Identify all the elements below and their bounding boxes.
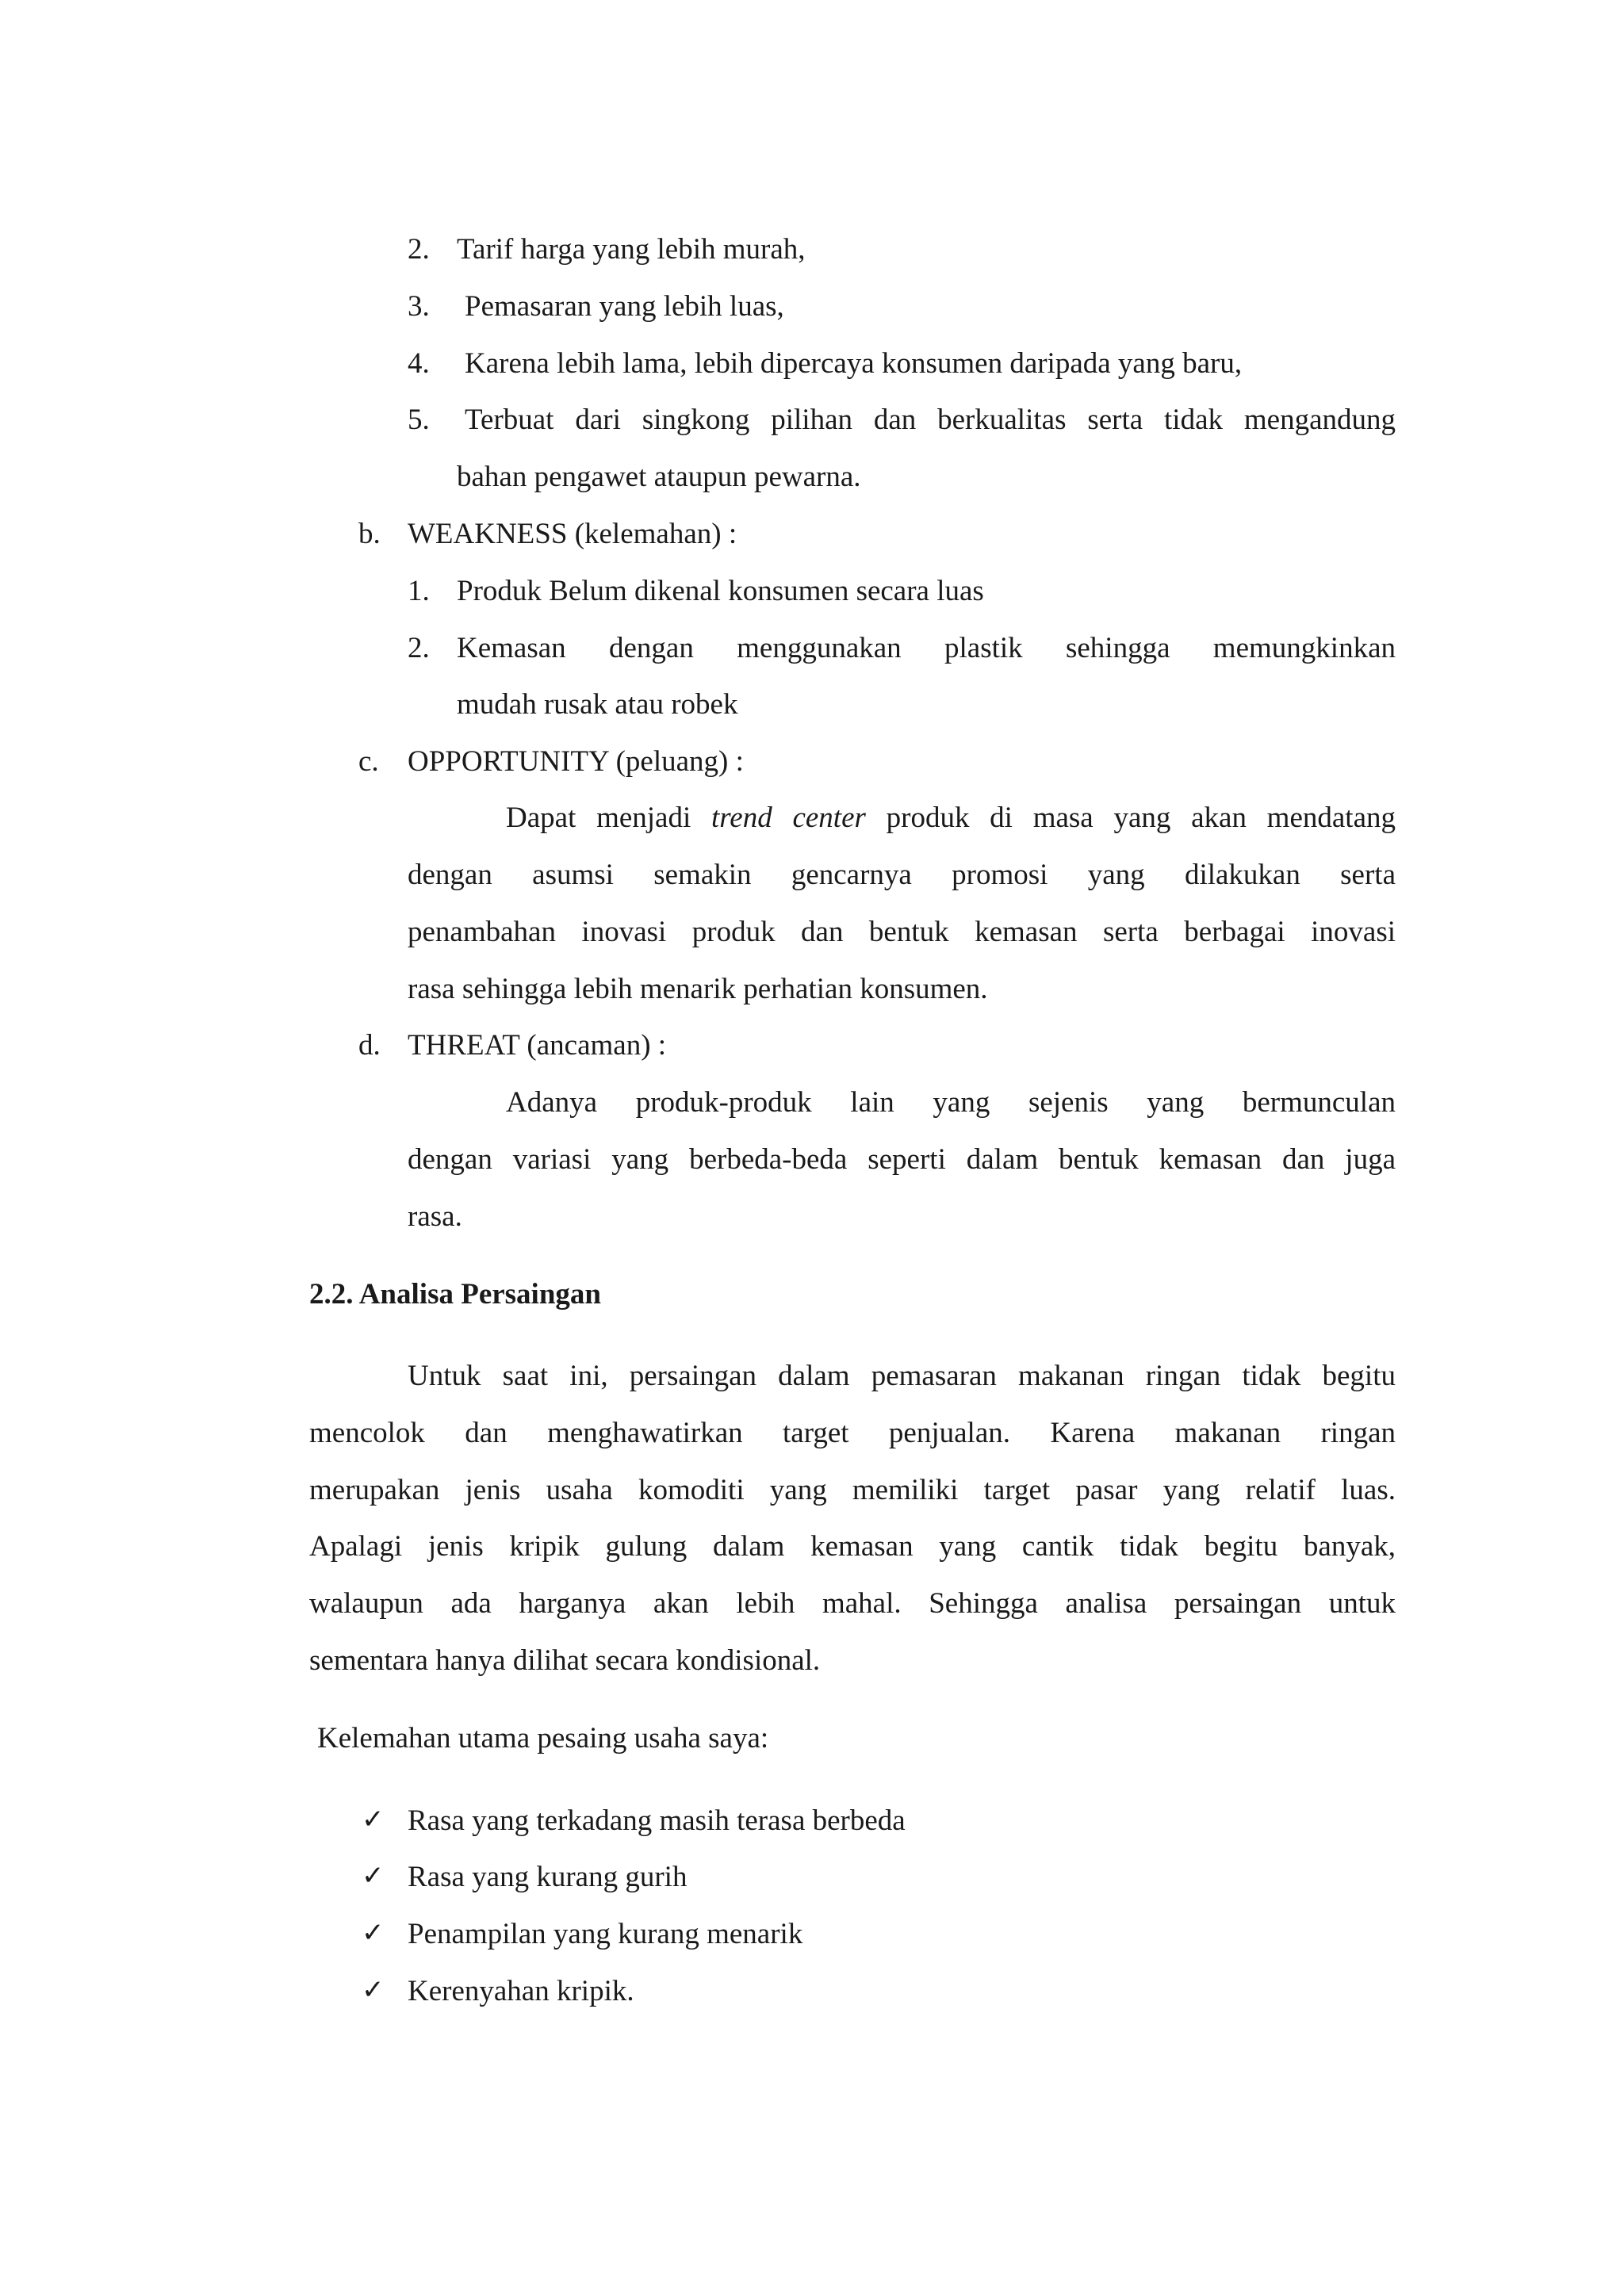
list-item-text: Kemasan dengan menggunakan plastik sehingga memungkinkan bbox=[457, 632, 1396, 664]
opportunity-paragraph-line: penambahan inovasi produk dan bentuk kemasan serta berbagai inovasi bbox=[408, 916, 1396, 948]
body-paragraph-line: walaupun ada harganya akan lebih mahal. Sehingga analisa persaingan untuk bbox=[309, 1587, 1396, 1620]
threat-paragraph-line: dengan variasi yang berbeda-beda seperti dalam bentuk kemasan dan juga bbox=[408, 1143, 1396, 1176]
list-number: 4. bbox=[408, 347, 430, 380]
opportunity-paragraph-line: rasa sehingga lebih menarik perhatian konsumen. bbox=[408, 973, 988, 1005]
list-item-text-continued: bahan pengawet ataupun pewarna. bbox=[457, 461, 861, 493]
opportunity-heading: OPPORTUNITY (peluang) : bbox=[408, 745, 744, 778]
list-number: 2. bbox=[408, 233, 430, 266]
text-run: produk di masa yang akan mendatang bbox=[865, 802, 1396, 834]
checkmark-icon: ✓ bbox=[362, 1974, 385, 2006]
checklist-item: Kerenyahan kripik. bbox=[408, 1975, 634, 2007]
threat-paragraph-line: Adanya produk-produk lain yang sejenis yang bermunculan bbox=[506, 1086, 1396, 1119]
checklist-item: Rasa yang terkadang masih terasa berbeda bbox=[408, 1804, 906, 1837]
body-paragraph-line: mencolok dan menghawatirkan target penjualan. Karena makanan ringan bbox=[309, 1417, 1396, 1449]
competitor-weakness-intro: Kelemahan utama pesaing usaha saya: bbox=[317, 1722, 769, 1755]
body-paragraph-line: Untuk saat ini, persaingan dalam pemasaran makanan ringan tidak begitu bbox=[408, 1360, 1396, 1392]
list-number: 3. bbox=[408, 290, 430, 323]
text-run: Dapat menjadi bbox=[506, 802, 711, 834]
body-paragraph-line: merupakan jenis usaha komoditi yang memiliki target pasar yang relatif luas. bbox=[309, 1474, 1396, 1506]
list-item-text: Pemasaran yang lebih luas, bbox=[465, 290, 784, 323]
list-item-text: Terbuat dari singkong pilihan dan berkualitas serta tidak mengandung bbox=[465, 404, 1396, 436]
body-paragraph-line: Apalagi jenis kripik gulung dalam kemasan yang cantik tidak begitu banyak, bbox=[309, 1530, 1396, 1563]
checklist-item: Penampilan yang kurang menarik bbox=[408, 1918, 803, 1950]
list-item-text: Produk Belum dikenal konsumen secara luas bbox=[457, 575, 984, 607]
list-number: 2. bbox=[408, 632, 430, 664]
list-number: 1. bbox=[408, 575, 430, 607]
section-letter: b. bbox=[358, 518, 381, 550]
threat-heading: THREAT (ancaman) : bbox=[408, 1029, 667, 1062]
opportunity-paragraph-line bbox=[506, 803, 1396, 832]
checkmark-icon: ✓ bbox=[362, 1804, 385, 1835]
opportunity-paragraph-line: dengan asumsi semakin gencarnya promosi yang dilakukan serta bbox=[408, 859, 1396, 891]
list-item-text-continued: mudah rusak atau robek bbox=[457, 688, 738, 721]
checkmark-icon: ✓ bbox=[362, 1860, 385, 1892]
weakness-heading: WEAKNESS (kelemahan) : bbox=[408, 518, 737, 550]
section-letter: d. bbox=[358, 1029, 381, 1062]
list-item-text: Tarif harga yang lebih murah, bbox=[457, 233, 806, 266]
list-item-text: Karena lebih lama, lebih dipercaya konsumen daripada yang baru, bbox=[465, 347, 1243, 380]
italic-term: trend center bbox=[711, 802, 866, 834]
section-letter: c. bbox=[358, 745, 379, 778]
checkmark-icon: ✓ bbox=[362, 1917, 385, 1949]
section-title: 2.2. Analisa Persaingan bbox=[309, 1278, 601, 1311]
body-paragraph-line: sementara hanya dilihat secara kondisional. bbox=[309, 1644, 821, 1677]
threat-paragraph-line: rasa. bbox=[408, 1200, 462, 1233]
list-number: 5. bbox=[408, 404, 430, 436]
checklist-item: Rasa yang kurang gurih bbox=[408, 1861, 688, 1893]
